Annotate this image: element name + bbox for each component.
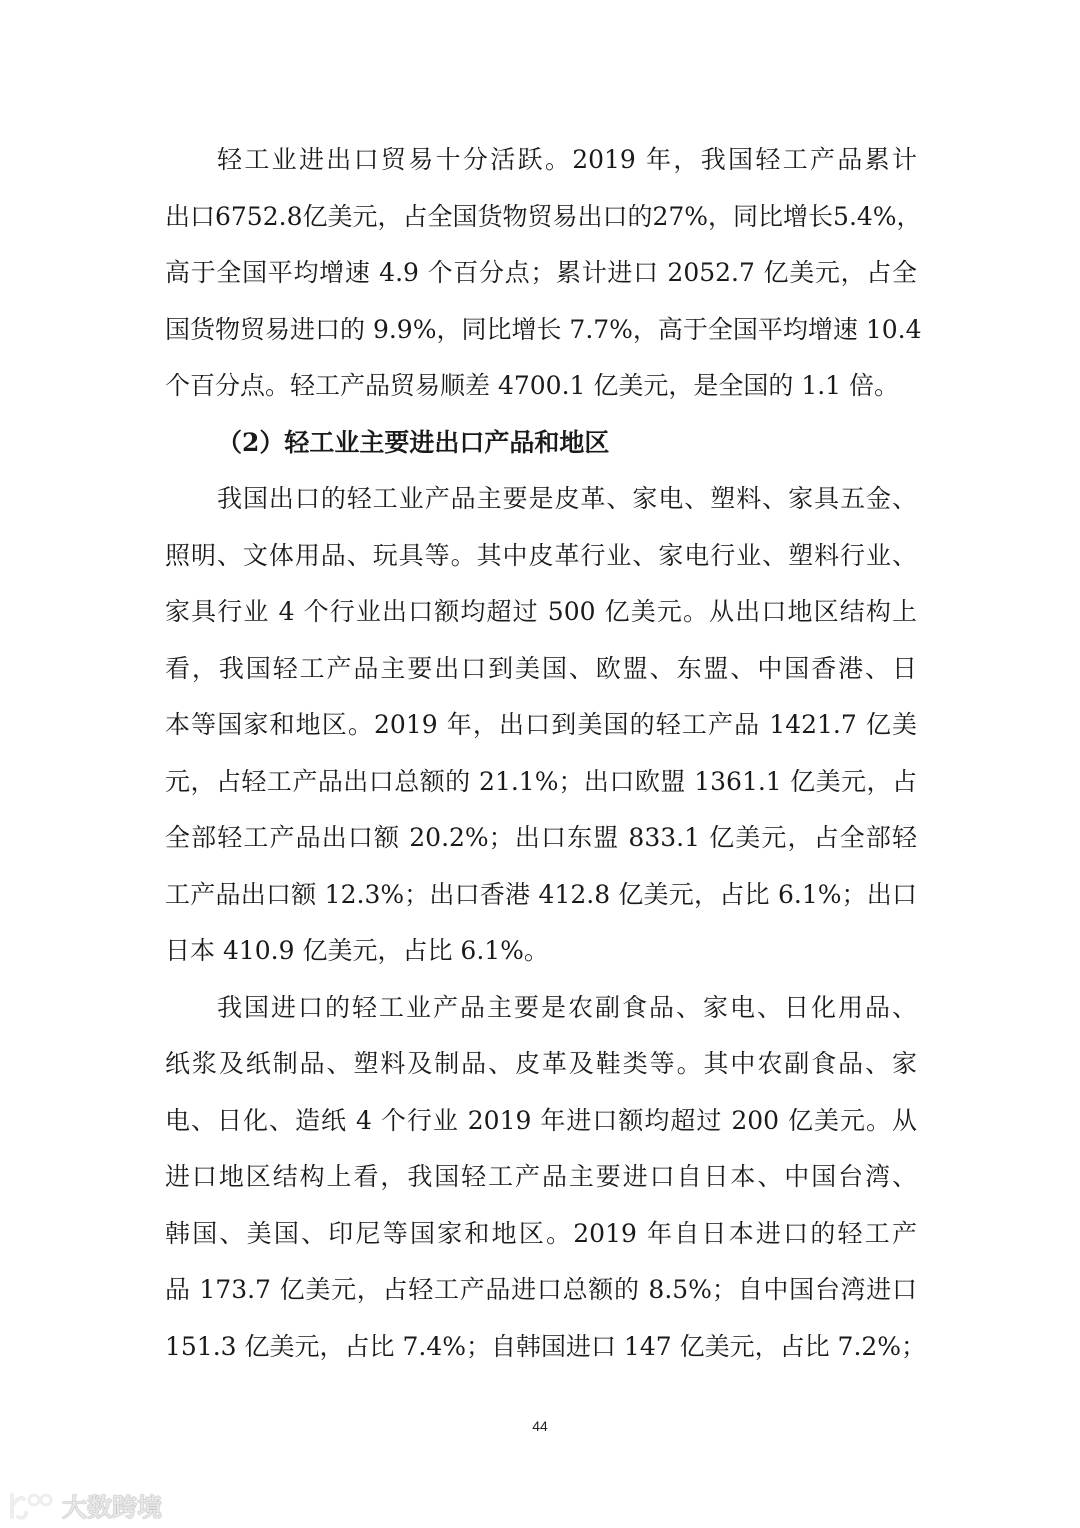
text-line: 个百分点。轻工产品贸易顺差 4700.1 亿美元，是全国的 1.1 倍。 bbox=[165, 371, 900, 400]
watermark bbox=[8, 1488, 162, 1524]
text-line: 151.3 亿美元，占比 7.4%；自韩国进口 147 亿美元，占比 7.2%； bbox=[165, 1331, 927, 1361]
text-line: 轻工业进出口贸易十分活跃。2019 年，我国轻工产品累计 bbox=[217, 145, 917, 174]
text-line: 我国出口的轻工业产品主要是皮革、家电、塑料、家具五金、 bbox=[217, 484, 917, 513]
text-line: 家具行业 4 个行业出口额均超过 500 亿美元。从出口地区结构上 bbox=[165, 597, 917, 626]
text-line: 日本 410.9 亿美元，占比 6.1%。 bbox=[165, 936, 549, 965]
text-line: 进口地区结构上看，我国轻工产品主要进口自日本、中国台湾、 bbox=[165, 1162, 917, 1191]
text-line: 全部轻工产品出口额 20.2%；出口东盟 833.1 亿美元，占全部轻 bbox=[165, 823, 917, 852]
text-line: 工产品出口额 12.3%；出口香港 412.8 亿美元，占比 6.1%；出口 bbox=[165, 879, 917, 909]
text-line: （2）轻工业主要进出口产品和地区 bbox=[217, 427, 610, 457]
text-line: 我国进口的轻工业产品主要是农副食品、家电、日化用品、 bbox=[217, 992, 917, 1022]
text-line: 本等国家和地区。2019 年，出口到美国的轻工产品 1421.7 亿美 bbox=[165, 710, 917, 739]
text-line: 韩国、美国、印尼等国家和地区。2019 年自日本进口的轻工产 bbox=[165, 1218, 917, 1248]
text-line: 元，占轻工产品出口总额的 21.1%；出口欧盟 1361.1 亿美元，占 bbox=[165, 766, 917, 796]
text-line: 纸浆及纸制品、塑料及制品、皮革及鞋类等。其中农副食品、家 bbox=[165, 1049, 917, 1078]
page-number: 44 bbox=[532, 1418, 548, 1434]
text-line: 国货物贸易进口的 9.9%，同比增长 7.7%，高于全国平均增速 10.4 bbox=[165, 314, 922, 344]
text-line: 照明、文体用品、玩具等。其中皮革行业、家电行业、塑料行业、 bbox=[165, 540, 917, 570]
section-heading bbox=[165, 421, 917, 478]
paragraph bbox=[165, 477, 917, 986]
logo-icon bbox=[8, 1491, 56, 1521]
paragraph bbox=[165, 138, 922, 421]
text-line: 看，我国轻工产品主要出口到美国、欧盟、东盟、中国香港、日 bbox=[165, 653, 917, 683]
text-line: 出口6752.8亿美元，占全国货物贸易出口的27%，同比增长5.4%， bbox=[165, 201, 922, 231]
text-line: 高于全国平均增速 4.9 个百分点；累计进口 2052.7 亿美元，占全 bbox=[165, 258, 917, 287]
document-body bbox=[165, 138, 927, 1381]
text-line: 品 173.7 亿美元，占轻工产品进口总额的 8.5%；自中国台湾进口 bbox=[165, 1275, 917, 1304]
paragraph bbox=[165, 986, 927, 1382]
watermark-text: 大数跨境 bbox=[62, 1493, 163, 1522]
text-line: 电、日化、造纸 4 个行业 2019 年进口额均超过 200 亿美元。从 bbox=[165, 1105, 917, 1135]
